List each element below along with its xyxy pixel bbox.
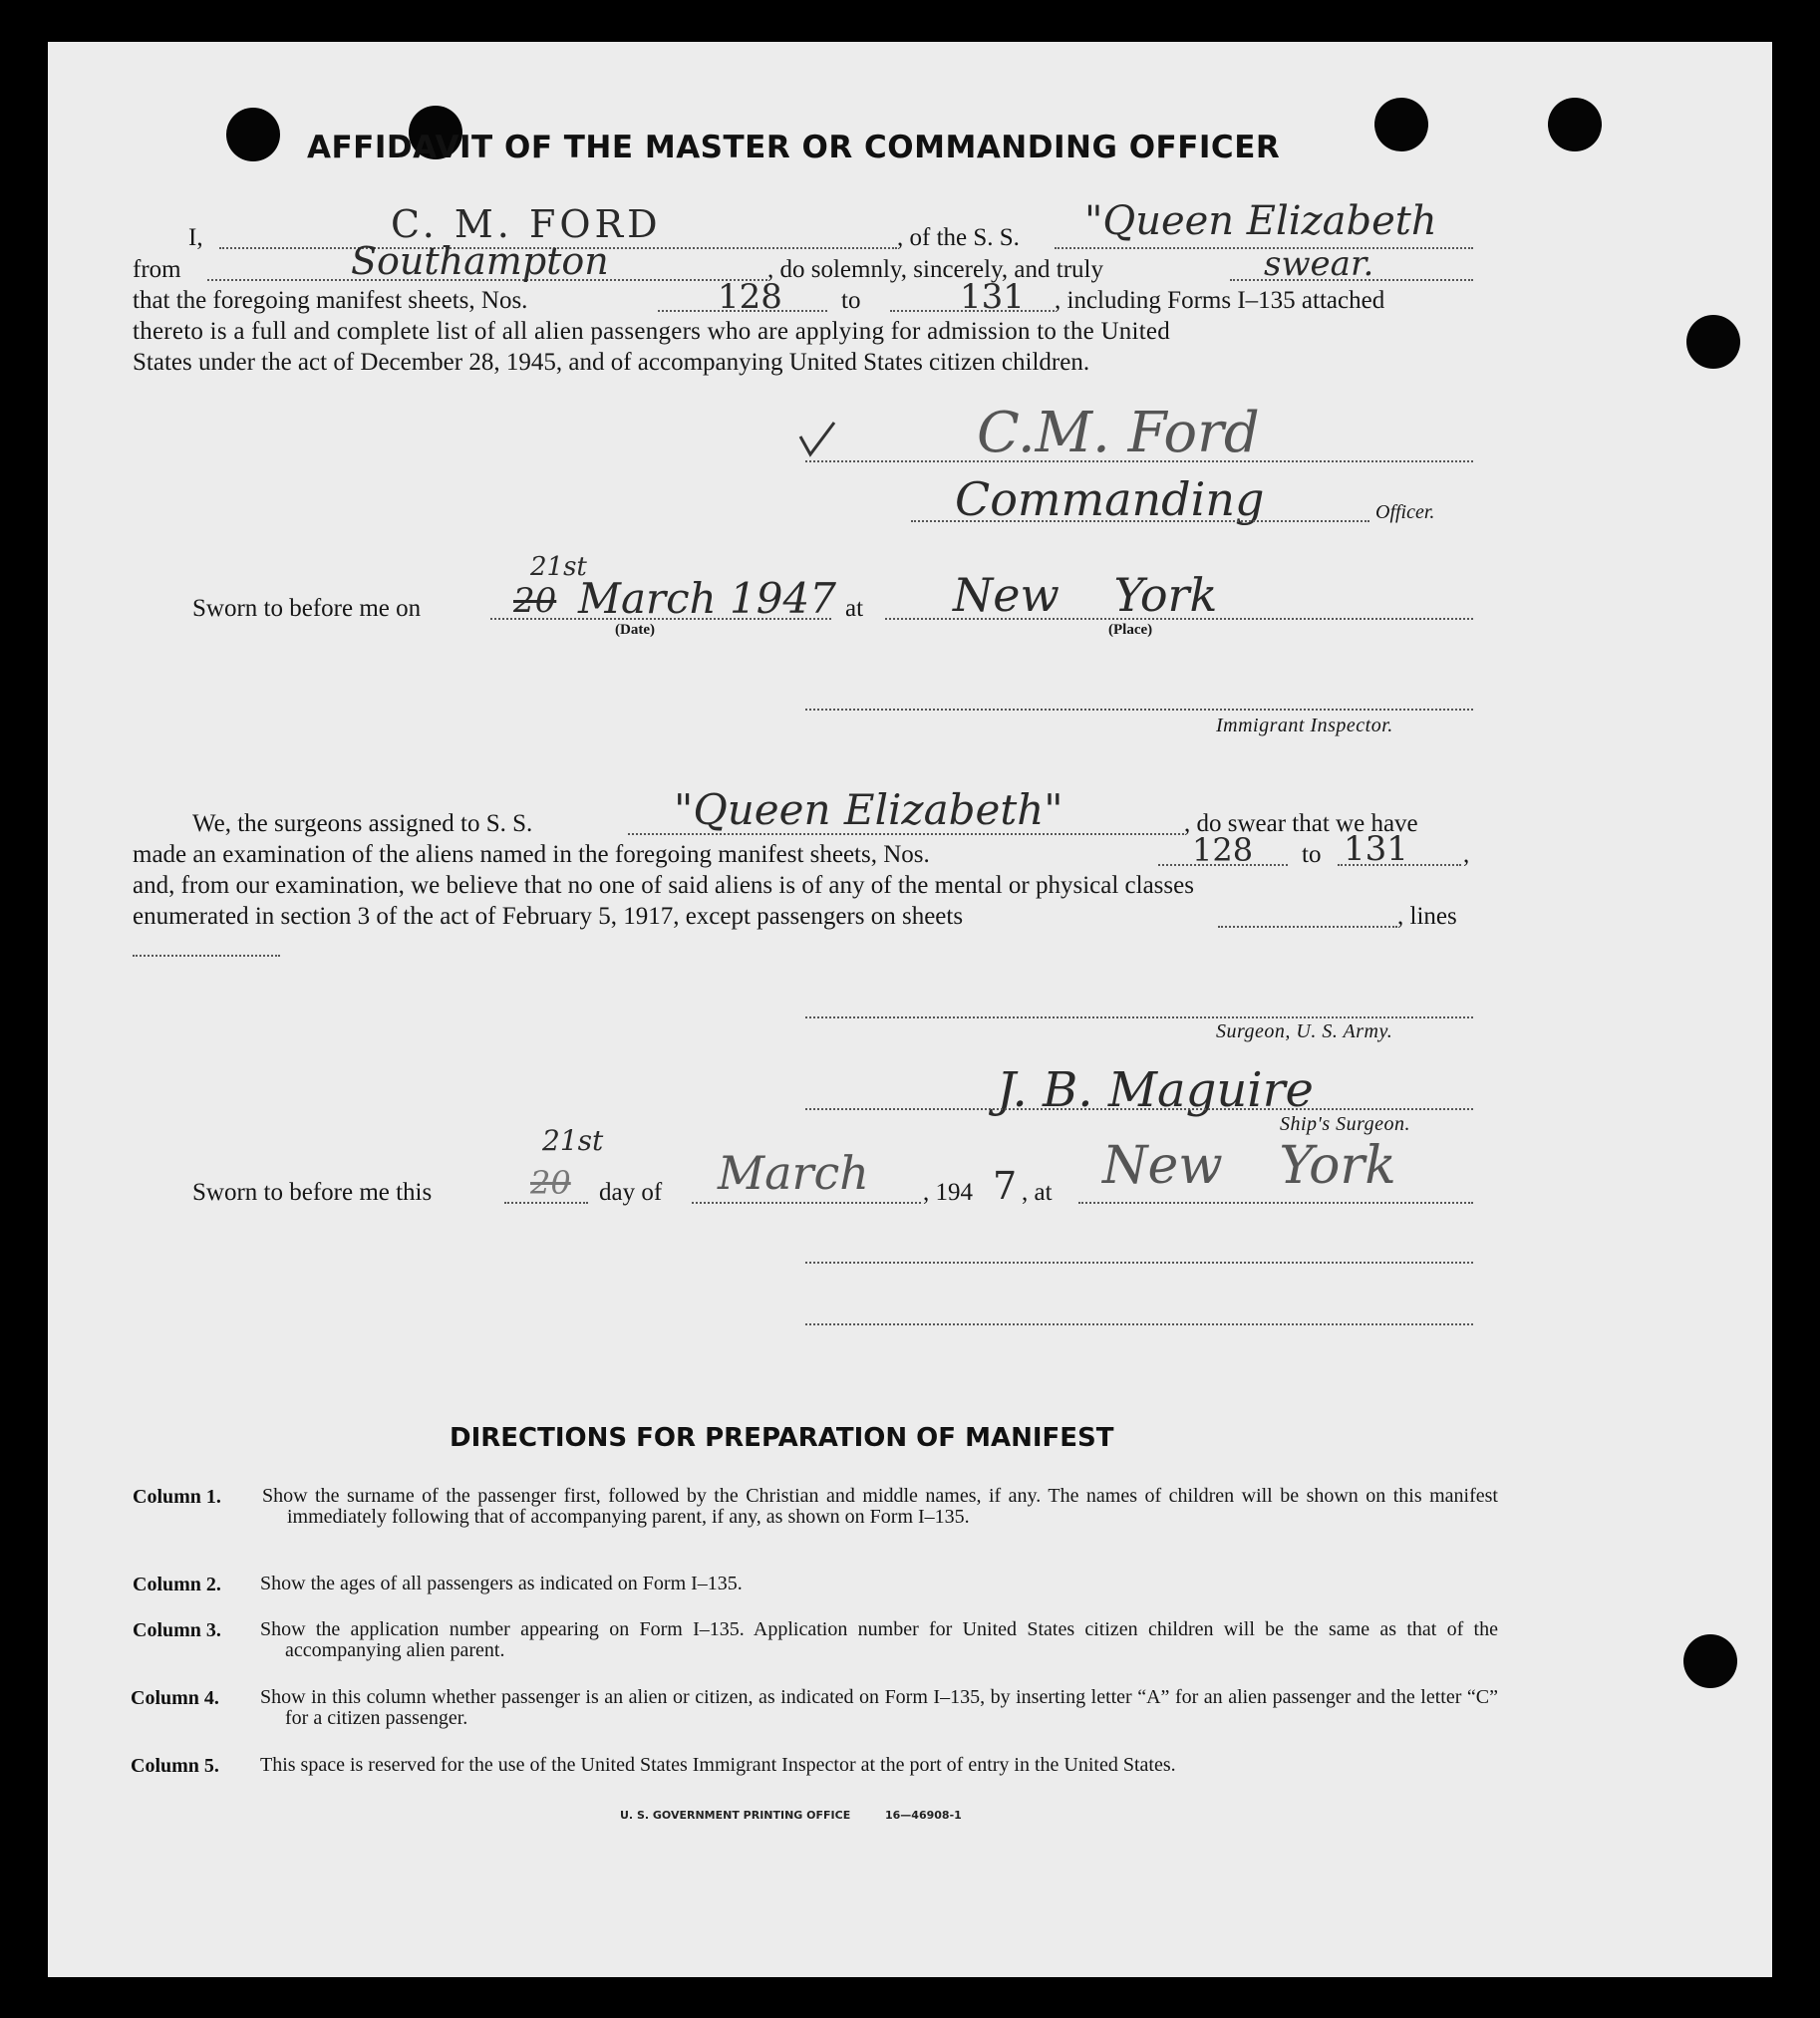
day-of-label: day of xyxy=(599,1179,663,1206)
ship-surgeon-label: Ship's Surgeon. xyxy=(1280,1113,1411,1135)
date-line xyxy=(490,618,831,620)
month-line xyxy=(692,1202,921,1204)
date-correction: 21st xyxy=(530,552,587,582)
form-code: 16—46908-1 xyxy=(885,1809,962,1822)
punch-hole xyxy=(1683,1634,1737,1688)
lines-label: , lines xyxy=(1397,903,1457,930)
master-signature-line xyxy=(805,460,1473,462)
army-surgeon-line xyxy=(805,1016,1473,1018)
ship-surgeon-signature: J. B. Maguire xyxy=(997,1062,1314,1118)
inspector-signature-line xyxy=(805,709,1473,711)
affidavit-line-5: States under the act of December 28, 1945, and of accompanying United States citizen children. xyxy=(133,349,1090,376)
solemnly-label: , do solemnly, sincerely, and truly xyxy=(767,256,1103,283)
punch-hole xyxy=(1686,315,1740,369)
year-digit: 7 xyxy=(993,1164,1018,1208)
place-caption: (Place) xyxy=(1108,622,1153,638)
column-3-label: Column 3. xyxy=(133,1619,221,1641)
column-1-text: Show the surname of the passenger first, followed by the Christian and middle names, if any. The names of children will be shown on this manifest immediately following that of accompanying parent, if any, as shown on Form I–135. xyxy=(262,1485,1498,1528)
at-label: at xyxy=(845,595,864,622)
sworn2-at-label: , at xyxy=(1022,1179,1053,1206)
surgeons-line-3: and, from our examination, we believe that no one of said aliens is of any of the mental or physical classes xyxy=(133,872,1194,899)
surgeons-prefix: We, the surgeons assigned to S. S. xyxy=(192,810,533,837)
affidavit-i-label: I, xyxy=(188,224,203,251)
inspector2-title-line xyxy=(805,1323,1473,1325)
to-label: to xyxy=(841,287,861,314)
manifest-label: that the foregoing manifest sheets, Nos. xyxy=(133,287,528,314)
day-line xyxy=(504,1202,588,1204)
sheet-from: 128 xyxy=(718,277,782,317)
officer-name: C. M. FORD xyxy=(391,202,662,246)
surgeons-line-2: made an examination of the aliens named in the foregoing manifest sheets, Nos. xyxy=(133,841,930,868)
ship-name: "Queen Elizabeth xyxy=(1084,198,1437,244)
army-surgeon-label: Surgeon, U. S. Army. xyxy=(1216,1020,1393,1042)
directions-title: DIRECTIONS FOR PREPARATION OF MANIFEST xyxy=(450,1423,1114,1453)
sworn2-month: March xyxy=(718,1146,869,1200)
check-mark-icon xyxy=(797,419,837,463)
master-title-line xyxy=(911,520,1369,522)
inspector2-signature-line xyxy=(805,1262,1473,1264)
date-caption: (Date) xyxy=(615,622,655,638)
except-lines-line xyxy=(133,955,280,957)
sworn2-label: Sworn to before me this xyxy=(192,1179,433,1206)
officer-label: Officer. xyxy=(1375,501,1435,523)
page-title: AFFIDAVIT OF THE MASTER OR COMMANDING OFFICER xyxy=(307,130,1281,165)
sworn2-place: New York xyxy=(1102,1136,1396,1196)
sworn2-place-line xyxy=(1078,1202,1473,1204)
sworn-place: New York xyxy=(953,568,1218,622)
surgeons-line-4: enumerated in section 3 of the act of February 5, 1917, except passengers on sheets xyxy=(133,903,964,930)
surgeons-sheet-from: 128 xyxy=(1192,831,1254,869)
sworn-date: March 1947 xyxy=(578,574,836,623)
date-struck: 20 xyxy=(513,581,557,621)
column-2-text: Show the ages of all passengers as indicated on Form I–135. xyxy=(260,1573,743,1594)
ship-surgeon-line xyxy=(805,1108,1473,1110)
day-struck: 20 xyxy=(530,1164,571,1202)
affidavit-line-4: thereto is a full and complete list of all alien passengers who are applying for admission to the United xyxy=(133,318,1171,345)
from-port: Southampton xyxy=(351,239,609,283)
column-3-text: Show the application number appearing on Form I–135. Application number for United States citizen children will be the same as that of the accompanying alien parent. xyxy=(260,1618,1498,1661)
column-5-text: This space is reserved for the use of the United States Immigrant Inspector at the port of entry in the United States. xyxy=(260,1754,1176,1776)
day-correction: 21st xyxy=(542,1124,604,1157)
column-5-label: Column 5. xyxy=(131,1755,219,1777)
punch-hole xyxy=(1548,98,1602,151)
sworn-label: Sworn to before me on xyxy=(192,595,422,622)
printer-credit: U. S. GOVERNMENT PRINTING OFFICE xyxy=(620,1809,851,1822)
inspector-label: Immigrant Inspector. xyxy=(1216,715,1393,736)
surgeons-to-label: to xyxy=(1302,841,1322,868)
column-1-label: Column 1. xyxy=(133,1486,221,1508)
column-4-label: Column 4. xyxy=(131,1687,219,1709)
punch-hole xyxy=(226,108,280,161)
master-title-handwritten: Commanding xyxy=(955,472,1265,526)
column-4-text: Show in this column whether passenger is an alien or citizen, as indicated on Form I–135, by inserting letter “A” for an alien passenger and the letter “C” for a citizen passenger. xyxy=(260,1686,1498,1729)
of-ss-label: , of the S. S. xyxy=(897,224,1020,251)
except-sheets-line xyxy=(1218,926,1397,928)
year-prefix: , 194 xyxy=(923,1179,973,1206)
sheet-to: 131 xyxy=(960,277,1025,317)
swear-label: , do swear that we have xyxy=(1184,810,1418,837)
oath: swear. xyxy=(1264,244,1374,284)
surgeons-sheet-to: 131 xyxy=(1344,829,1408,869)
surgeons-line-2-end: , xyxy=(1463,841,1470,868)
forms-label: , including Forms I–135 attached xyxy=(1055,287,1385,314)
column-2-label: Column 2. xyxy=(133,1574,221,1595)
surgeons-ship-name: "Queen Elizabeth" xyxy=(674,785,1063,834)
from-label: from xyxy=(133,256,181,283)
master-signature: C.M. Ford xyxy=(977,401,1260,465)
punch-hole xyxy=(1374,98,1428,151)
